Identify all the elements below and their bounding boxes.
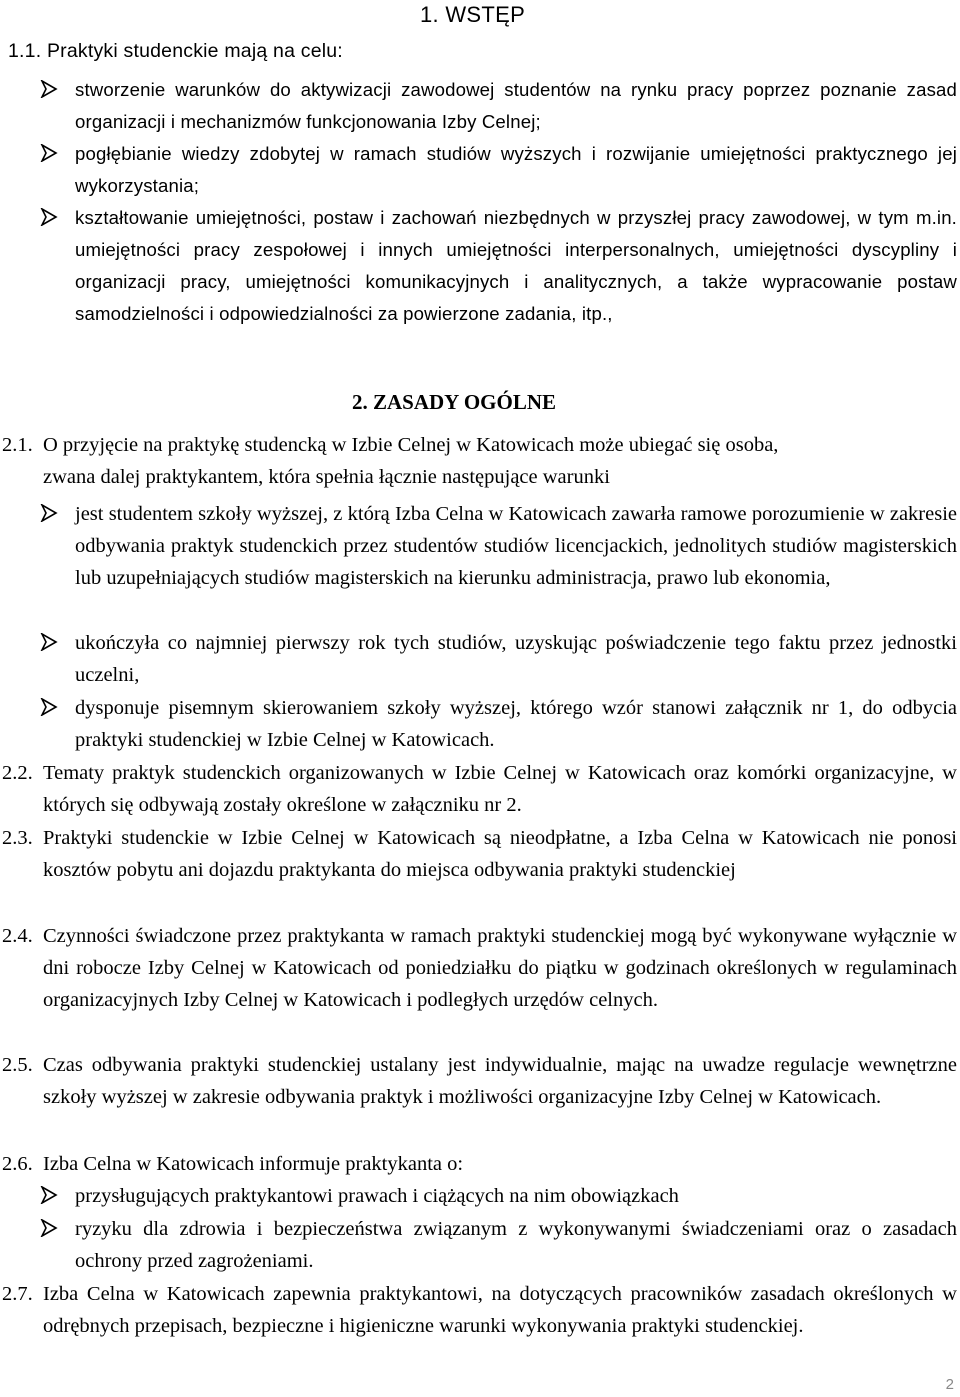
list-item: jest studentem szkoły wyższej, z którą Izba Celna w Katowicach zawarła ramowe porozumienie w zakresie odbywania praktyk studenckich przez studentów studiów licencjackich, jednolitych studiów magisterskich lub uzupełniających studiów magisterskich na kierunku administracja, prawo lub ekonomia,	[0, 498, 960, 594]
arrow-bullet-icon	[40, 1219, 58, 1237]
paragraph-number: 2.6.	[2, 1153, 33, 1175]
list-item: stworzenie warunków do aktywizacji zawodowej studentów na rynku pracy poprzez poznanie zasad organizacji i mechanizmów funkcjonowania Izby Celnej;	[0, 74, 960, 138]
arrow-bullet-icon	[40, 208, 58, 226]
paragraph-line: zwana dalej praktykantem, która spełnia łącznie następujące warunki	[43, 466, 610, 488]
paragraph-line: O przyjęcie na praktykę studencką w Izbie Celnej w Katowicach może ubiegać się osoba,	[43, 434, 779, 456]
paragraph-number: 2.3.	[2, 827, 33, 849]
paragraph-number: 2.2.	[2, 762, 33, 784]
numbered-paragraph: 2.4. Czynności świadczone przez praktykanta w ramach praktyki studenckiej mogą być wykonywane wyłącznie w dni robocze Izby Celnej w Katowicach od poniedziałku do piątku w godzinach określonych w regulaminach organizacyjnych Izby Celnej w Katowicach i podległych urzędów celnych.	[0, 920, 960, 1016]
paragraph-number: 2.1.	[2, 434, 33, 456]
list-item: ukończyła co najmniej pierwszy rok tych studiów, uzyskując poświadczenie tego faktu przez jednostki uczelni,	[0, 627, 960, 691]
list-item: dysponuje pisemnym skierowaniem szkoły wyższej, którego wzór stanowi załącznik nr 1, do odbycia praktyki studenckiej w Izbie Celnej w Katowicach.	[0, 692, 960, 756]
arrow-bullet-icon	[40, 1186, 58, 1204]
list-item: kształtowanie umiejętności, postaw i zachowań niezbędnych w przyszłej pracy zawodowej, w tym m.in. umiejętności pracy zespołowej i innych umiejętności interpersonalnych, umiejętności dyscypliny i organizacji pracy, umiejętności komunikacyjnych i analitycznych, a także wypracowanie postaw samodzielności i odpowiedzialności za powierzone zadania, itp.,	[0, 202, 960, 330]
arrow-bullet-icon	[40, 80, 58, 98]
paragraph-number: 2.5.	[2, 1054, 33, 1076]
arrow-bullet-icon	[40, 633, 58, 651]
numbered-paragraph: 2.6. Izba Celna w Katowicach informuje praktykanta o:	[0, 1148, 960, 1180]
paragraph-number: 2.7.	[2, 1283, 33, 1305]
list-item: ryzyku dla zdrowia i bezpieczeństwa związanym z wykonywanymi świadczeniami oraz o zasadach ochrony przed zagrożeniami.	[0, 1213, 960, 1277]
list-item: przysługujących praktykantowi prawach i ciążących na nim obowiązkach	[0, 1180, 960, 1212]
numbered-paragraph: 2.5. Czas odbywania praktyki studenckiej ustalany jest indywidualnie, mając na uwadze regulacje wewnętrzne szkoły wyższej w zakresie odbywania praktyk i możliwości organizacyjne Izby Celnej w Katowicach.	[0, 1049, 960, 1113]
list-item: pogłębianie wiedzy zdobytej w ramach studiów wyższych i rozwijanie umiejętności praktycznego jej wykorzystania;	[0, 138, 960, 202]
arrow-bullet-icon	[40, 144, 58, 162]
intro-line: 1.1. Praktyki studenckie mają na celu:	[8, 40, 343, 62]
section-heading-wstep: 1. WSTĘP	[420, 2, 526, 27]
numbered-paragraph: 2.3. Praktyki studenckie w Izbie Celnej w Katowicach są nieodpłatne, a Izba Celna w Katowicach nie ponosi kosztów pobytu ani dojazdu praktykanta do miejsca odbywania praktyki studenckiej	[0, 822, 960, 886]
page-number: 2	[945, 1376, 954, 1393]
arrow-bullet-icon	[40, 504, 58, 522]
section-heading-zasady-ogolne: 2. ZASADY OGÓLNE	[352, 390, 557, 414]
numbered-paragraph: 2.7. Izba Celna w Katowicach zapewnia praktykantowi, na dotyczących pracowników zasadach określonych w odrębnych przepisach, bezpieczne i higieniczne warunki wykonywania praktyki studenckiej.	[0, 1278, 960, 1342]
numbered-paragraph: 2.2. Tematy praktyk studenckich organizowanych w Izbie Celnej w Katowicach oraz komórki organizacyjne, w których się odbywają zostały określone w załączniku nr 2.	[0, 757, 960, 821]
paragraph-number: 2.4.	[2, 925, 33, 947]
arrow-bullet-icon	[40, 698, 58, 716]
